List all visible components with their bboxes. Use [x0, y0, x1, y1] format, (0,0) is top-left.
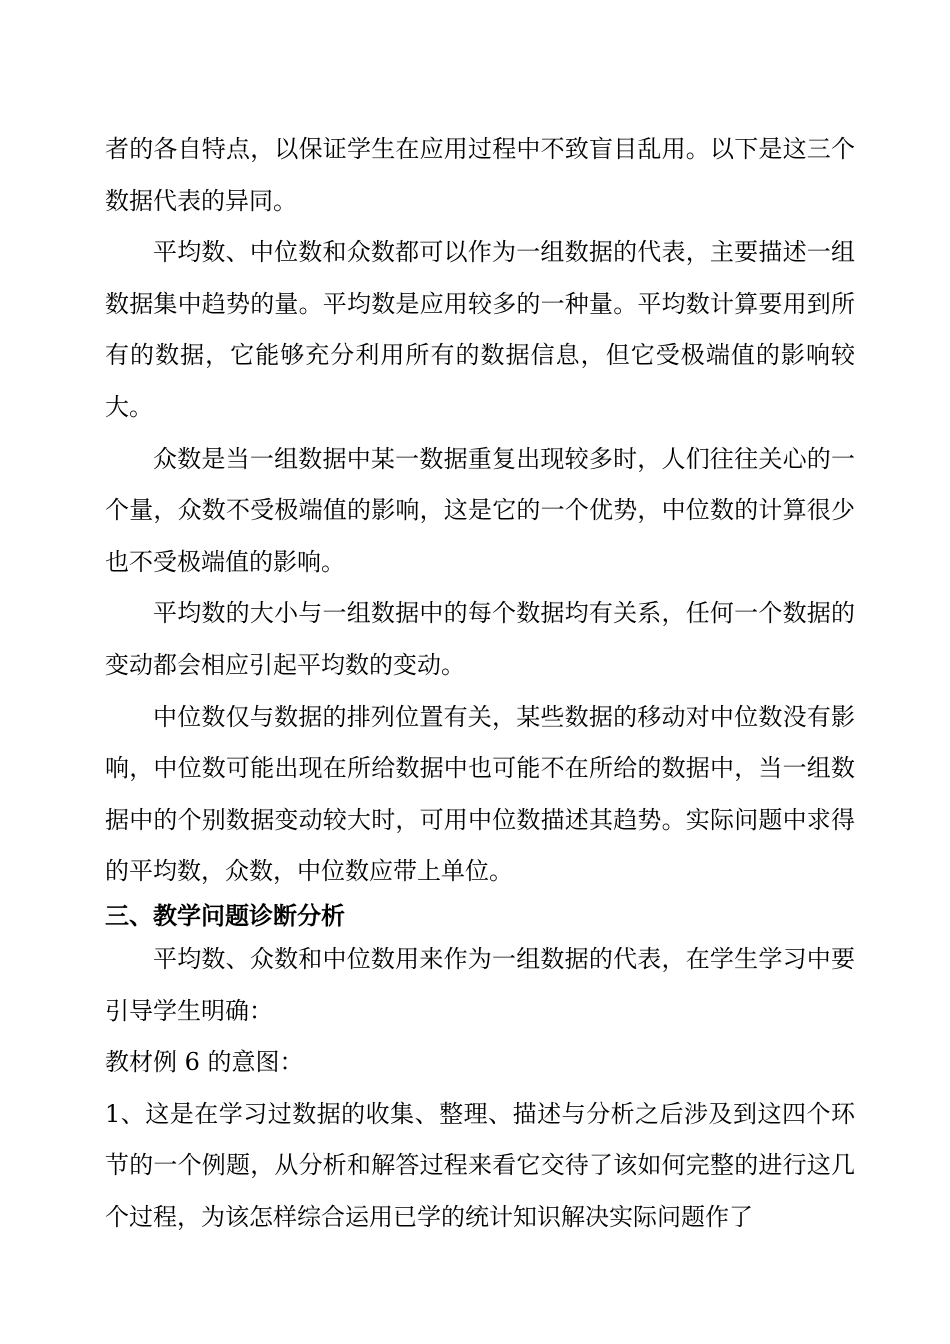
paragraph-averages-overview: 平均数、中位数和众数都可以作为一组数据的代表，主要描述一组数据集中趋势的量。平均数是应用较多的一种量。平均数计算要用到所有的数据，它能够充分利用所有的数据信息，但它受极端值的影响较大。	[105, 238, 855, 421]
paragraph-example-intent: 教材例 6 的意图：	[105, 1048, 304, 1077]
paragraph-mean: 平均数的大小与一组数据中的每个数据均有关系，任何一个数据的变动都会相应引起平均数的变动。	[105, 599, 855, 679]
paragraph-continuation: 者的各自特点，以保证学生在应用过程中不致盲目乱用。以下是这三个数据代表的异同。	[105, 135, 855, 215]
document-page	[105, 124, 855, 1243]
paragraph-mode: 众数是当一组数据中某一数据重复出现较多时，人们往往关心的一个量，众数不受极端值的影响，这是它的一个优势，中位数的计算很少也不受极端值的影响。	[105, 444, 855, 576]
paragraph-learning-goals: 平均数、众数和中位数用来作为一组数据的代表，在学生学习中要引导学生明确：	[105, 944, 855, 1025]
paragraph-median: 中位数仅与数据的排列位置有关，某些数据的移动对中位数没有影响，中位数可能出现在所给数据中也可能不在所给的数据中，当一组数据中的个别数据变动较大时，可用中位数描述其趋势。实际问题中求得的平均数，众数，中位数应带上单位。	[105, 702, 855, 886]
paragraph-list-item-1: 1、这是在学习过数据的收集、整理、描述与分析之后涉及到这四个环节的一个例题，从分析和解答过程来看它交待了该如何完整的进行这几个过程，为该怎样综合运用已学的统计知识解决实际问题作了	[105, 1099, 855, 1231]
section-heading: 三、教学问题诊断分析	[105, 900, 345, 930]
